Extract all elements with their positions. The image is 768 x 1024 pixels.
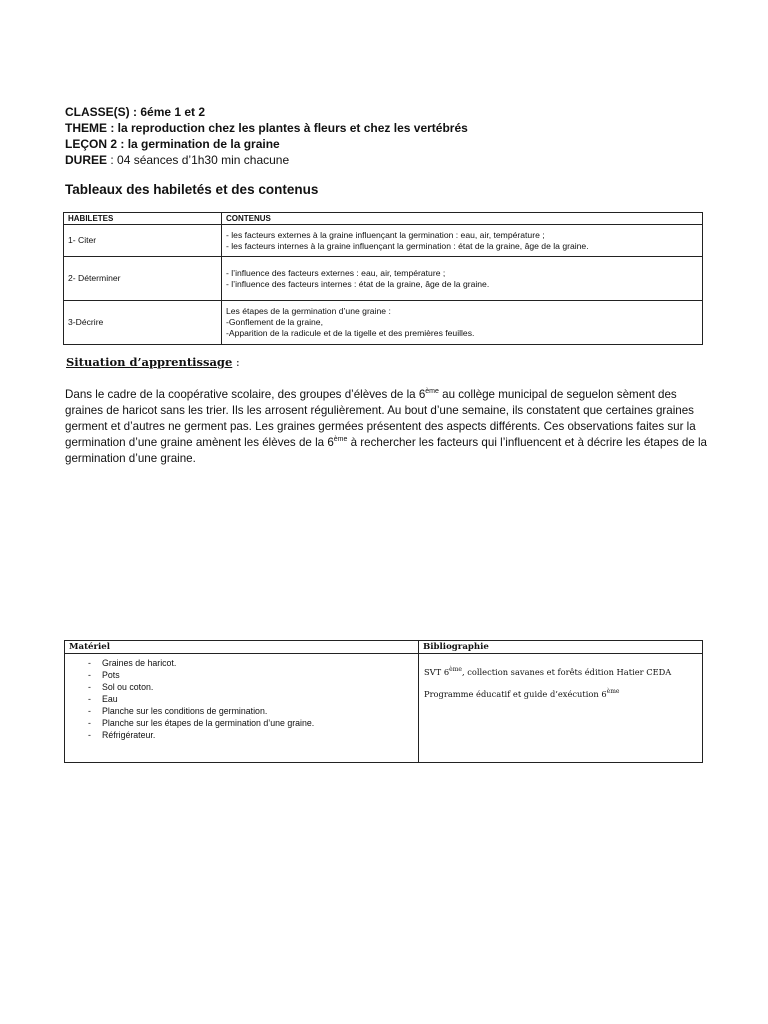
lesson-header: [65, 104, 705, 168]
column-header-contenus: CONTENUS: [222, 213, 703, 225]
list-item: - Graines de haricot.: [88, 657, 417, 669]
table-header-row: [65, 641, 703, 654]
habilete-cell: 1- Citer: [64, 225, 222, 257]
habiletes-table: [63, 212, 703, 345]
situation-title: Situation d’apprentissage :: [66, 355, 240, 369]
table-row: [64, 225, 703, 257]
duree-line: DUREE : 04 séances d’1h30 min chacune: [65, 153, 290, 167]
table-row: [64, 257, 703, 301]
table-header-row: [64, 213, 703, 225]
contenus-cell: - les facteurs externes à la graine influençant la germination : eau, air, température ; - les facteurs internes à la graine influençant la germination : état de la graine, âge de la graine.: [222, 225, 703, 257]
column-header-habiletes: HABILETES: [64, 213, 222, 225]
habilete-cell: 2- Déterminer: [64, 257, 222, 301]
list-item: - Pots: [88, 669, 417, 681]
list-item: - Réfrigérateur.: [88, 729, 417, 741]
list-item: - Sol ou coton.: [88, 681, 417, 693]
list-item: - Planche sur les conditions de germination.: [88, 705, 417, 717]
lecon-line: LEÇON 2 : la germination de la graine: [65, 137, 280, 151]
theme-line: THEME : la reproduction chez les plantes à fleurs et chez les vertébrés: [65, 121, 468, 135]
table-row: [65, 654, 703, 763]
section-title: Tableaux des habiletés et des contenus: [65, 182, 319, 197]
materiel-cell: [65, 654, 419, 763]
contenus-cell: - l’influence des facteurs externes : eau, air, température ; - l’influence des facteurs internes : état de la graine, âge de la graine.: [222, 257, 703, 301]
contenus-cell: Les étapes de la germination d’une graine : -Gonflement de la graine, -Apparition de la radicule et de la tigelle et des premières feuilles.: [222, 301, 703, 345]
column-header-bibliographie: Bibliographie: [419, 641, 703, 654]
biblio-entry: SVT 6ème, collection savanes et forêts édition Hatier CEDA: [424, 666, 672, 677]
column-header-materiel: Matériel: [65, 641, 419, 654]
materiel-table: [64, 640, 703, 763]
materiel-list: [66, 655, 417, 741]
list-item: - Eau: [88, 693, 417, 705]
list-item: - Planche sur les étapes de la germination d’une graine.: [88, 717, 417, 729]
biblio-entry: Programme éducatif et guide d’exécution 6ème: [424, 688, 620, 699]
situation-paragraph: Dans le cadre de la coopérative scolaire, des groupes d’élèves de la 6ème au collège municipal de seguelon sèment des graines de haricot sans les trier. Ils les arrosent régulièrement. Au bout d’une semaine, ils constatent que certaines graines germent et d’autres ne germent pas. Les graines germées présentent des aspects différents. Ces observations faites sur la germination d’une graine amènent les élèves de la 6ème à rechercher les facteurs qui l’influencent et à décrire les étapes de la germination d’une graine.: [65, 388, 707, 465]
table-row: [64, 301, 703, 345]
habilete-cell: 3-Décrire: [64, 301, 222, 345]
classe-line: CLASSE(S) : 6éme 1 et 2: [65, 105, 206, 119]
bibliographie-cell: [419, 654, 703, 763]
